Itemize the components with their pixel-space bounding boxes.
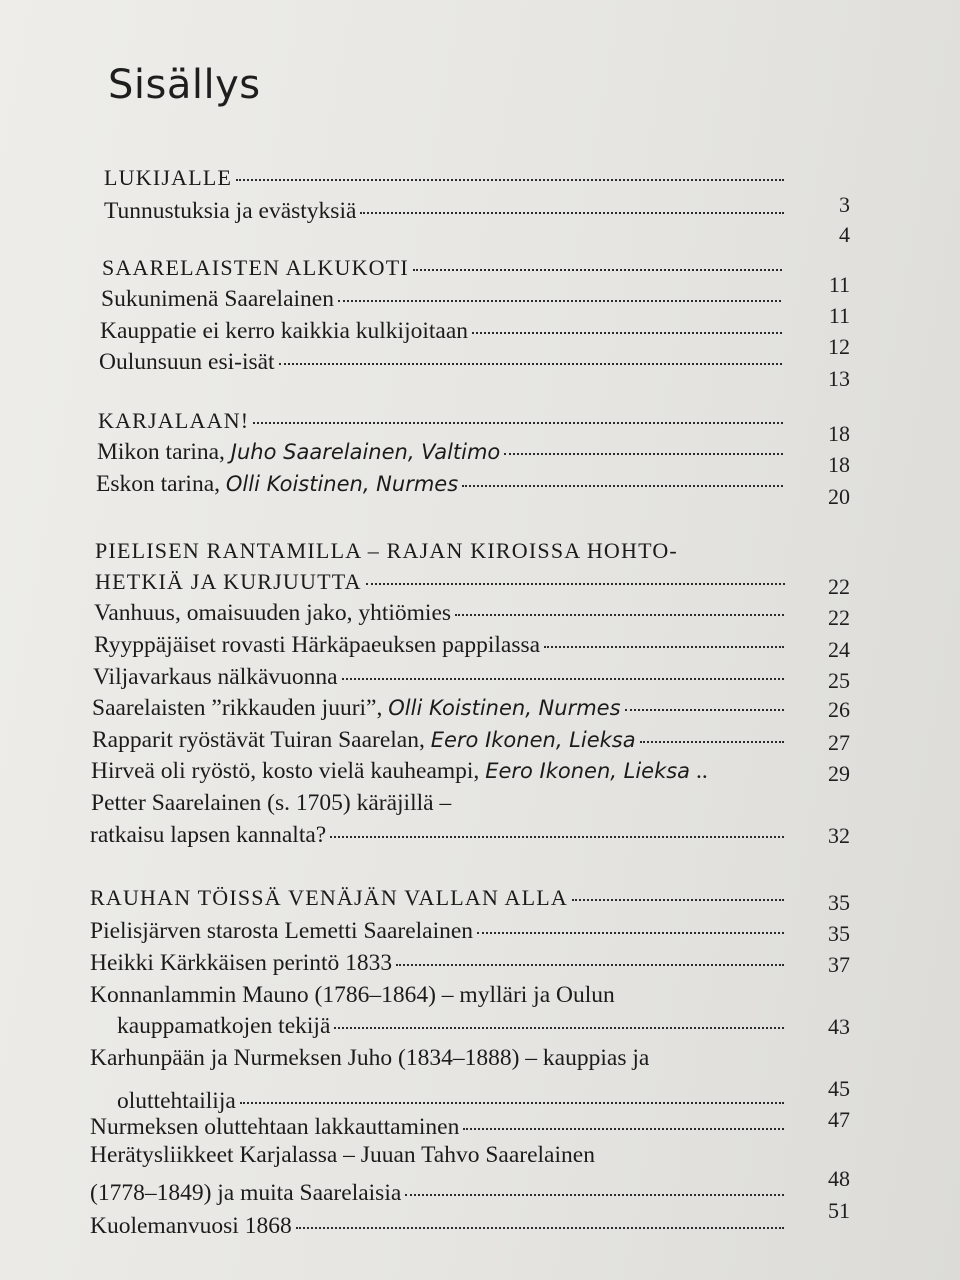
- toc-entry-text: Rapparit ryöstävät Tuiran Saarelan,: [92, 727, 425, 753]
- section-heading-lukijalle: [104, 165, 784, 195]
- page-number: 20: [828, 484, 850, 509]
- page-number: 4: [839, 222, 850, 247]
- page-number: 3: [839, 192, 850, 217]
- toc-entry-text: Saarelaisten ”rikkauden juuri”,: [92, 695, 383, 721]
- toc-entry-text: Herätysliikkeet Karjalassa – Juuan Tahvo Saarelainen: [90, 1142, 595, 1168]
- toc-entry-text: Ryyppäjäiset rovasti Härkäpaeuksen pappilassa: [94, 632, 541, 658]
- section-heading-pielisen-rantamilla: [95, 538, 795, 568]
- page-number: 29: [828, 761, 850, 786]
- toc-entry: [90, 1114, 784, 1144]
- toc-entry-cont: [90, 822, 784, 852]
- toc-entry-dots: ..: [695, 758, 708, 784]
- toc-entry: [94, 632, 784, 662]
- toc-entry: [90, 1213, 784, 1243]
- toc-entry: [92, 727, 784, 757]
- toc-entry-text: Oulunsuun esi-isät: [99, 349, 275, 375]
- page-number: 37: [828, 952, 850, 977]
- page-number: 11: [828, 272, 850, 297]
- toc-entry-text: Vanhuus, omaisuuden jako, yhtiömies: [94, 600, 452, 626]
- toc-entry: [90, 982, 790, 1012]
- page-title: Sisällys: [108, 62, 261, 108]
- toc-entry-text: (1778–1849) ja muita Saarelaisia: [90, 1180, 402, 1206]
- page-number: 25: [828, 668, 850, 693]
- toc-entry-text: Viljavarkaus nälkävuonna: [93, 664, 338, 690]
- toc-entry-text: Tunnustuksia ja evästyksiä: [104, 198, 357, 224]
- toc-entry-text: Petter Saarelainen (s. 1705) käräjillä –: [91, 790, 452, 816]
- page-number: 18: [828, 452, 850, 477]
- page-number: 27: [828, 730, 850, 755]
- toc-entry: [91, 758, 791, 788]
- page-number: 43: [828, 1014, 850, 1039]
- toc-entry-text: Mikon tarina,: [97, 439, 225, 465]
- section-heading-text: PIELISEN RANTAMILLA – RAJAN KIROISSA HOHTO-: [95, 538, 678, 563]
- section-heading-pielisen-rantamilla-cont: [95, 569, 785, 599]
- toc-entry-text: Pielisjärven starosta Lemetti Saarelainen: [90, 918, 474, 944]
- page-number: 35: [828, 921, 850, 946]
- toc-entry-text: kauppamatkojen tekijä: [117, 1013, 331, 1039]
- toc-entry: [92, 695, 784, 725]
- toc-entry: [96, 471, 783, 501]
- toc-entry-text: ratkaisu lapsen kannalta?: [90, 822, 327, 848]
- section-heading-text: HETKIÄ JA KURJUUTTA: [95, 569, 362, 594]
- page-number: 22: [828, 574, 850, 599]
- section-heading-saarelaisten-alkukoti: [102, 255, 782, 285]
- page-number: 18: [828, 421, 850, 446]
- page-number: 32: [828, 823, 850, 848]
- page-number: 35: [828, 890, 850, 915]
- toc-entry-author: Olli Koistinen, Nurmes: [225, 472, 459, 496]
- toc-entry-text: Hirveä oli ryöstö, kosto vielä kauheampi,: [91, 758, 480, 784]
- toc-entry: [100, 318, 782, 348]
- page-number: 22: [828, 605, 850, 630]
- page-number: 45: [828, 1076, 850, 1101]
- toc-entry: [90, 1045, 790, 1075]
- toc-entry-text: Konnanlammin Mauno (1786–1864) – mylläri ja Oulun: [90, 982, 615, 1008]
- toc-entry-author: Eero Ikonen, Lieksa: [430, 728, 636, 752]
- toc-entry-cont: [90, 1180, 784, 1210]
- toc-entry: [90, 918, 784, 948]
- toc-entry-text: Nurmeksen oluttehtaan lakkauttaminen: [90, 1114, 460, 1140]
- toc-entry-text: Sukunimenä Saarelainen: [101, 286, 334, 312]
- section-heading-karjalaan: [98, 408, 783, 438]
- toc-entry-text: oluttehtailija: [117, 1088, 236, 1114]
- toc-entry: [90, 950, 784, 980]
- toc-entry: [90, 1142, 790, 1172]
- toc-entry: [97, 439, 783, 469]
- toc-entry-author: Olli Koistinen, Nurmes: [388, 696, 621, 720]
- toc-entry: [93, 664, 784, 694]
- section-heading-text: LUKIJALLE: [104, 165, 233, 190]
- page-number: 26: [828, 697, 850, 722]
- toc-entry: [91, 790, 791, 820]
- section-heading-text: KARJALAAN!: [98, 408, 250, 433]
- toc-entry: [94, 600, 784, 630]
- toc-entry-cont: [117, 1013, 784, 1043]
- page-number: 11: [828, 303, 850, 328]
- page-number: 47: [828, 1107, 850, 1132]
- toc-entry-text: Kauppatie ei kerro kaikkia kulkijoitaan: [100, 318, 469, 344]
- page-number: 13: [828, 366, 850, 391]
- toc-entry: [99, 349, 782, 379]
- toc-entry-text: Eskon tarina,: [96, 471, 220, 497]
- page-number: 24: [828, 637, 850, 662]
- page-number: 51: [828, 1198, 850, 1223]
- page-number: 12: [828, 334, 850, 359]
- section-heading-text: RAUHAN TÖISSÄ VENÄJÄN VALLAN ALLA: [90, 885, 568, 910]
- toc-entry: [101, 286, 781, 316]
- toc-entry-author: Juho Saarelainen, Valtimo: [230, 440, 501, 464]
- toc-entry: [104, 198, 784, 228]
- toc-entry-text: Heikki Kärkkäisen perintö 1833: [90, 950, 393, 976]
- toc-entry-author: Eero Ikonen, Lieksa: [485, 759, 691, 783]
- toc-entry-text: Kuolemanvuosi 1868: [90, 1213, 292, 1239]
- toc-entry-text: Karhunpään ja Nurmeksen Juho (1834–1888) – kauppias ja: [90, 1045, 650, 1071]
- page-number: 48: [828, 1166, 850, 1191]
- section-heading-rauhan-toissa: [90, 885, 784, 915]
- section-heading-text: SAARELAISTEN ALKUKOTI: [102, 255, 409, 280]
